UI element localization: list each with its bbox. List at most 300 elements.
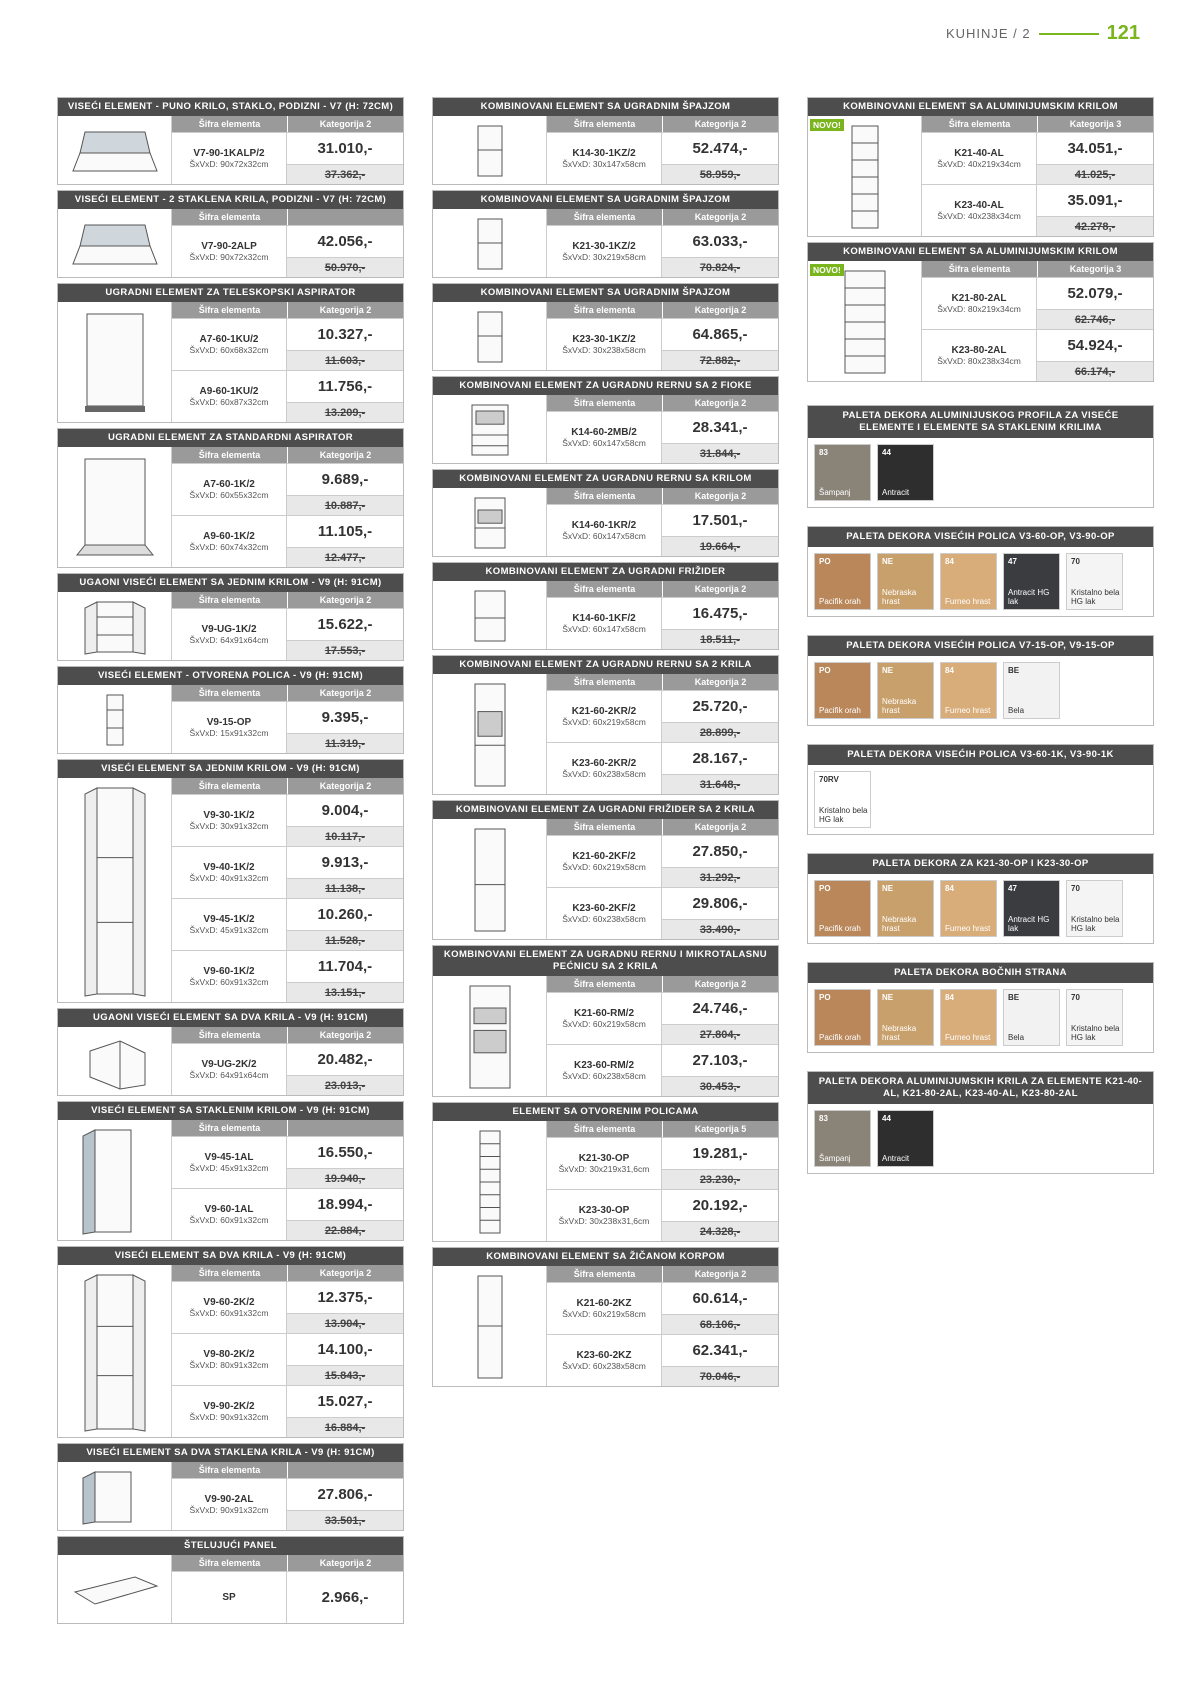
table-row	[547, 597, 778, 649]
price-table	[922, 116, 1153, 236]
product-image	[58, 116, 172, 184]
color-swatch[interactable]	[814, 1110, 871, 1167]
swatch-name: Kristalno bela HG lak	[1071, 1024, 1120, 1042]
header-category: Kategorija 2	[694, 305, 747, 315]
price-main: 52.474,-	[692, 140, 748, 157]
swatch-name: Pacifik orah	[819, 597, 861, 606]
product-dimensions: ŠxVxD: 30x147x58cm	[562, 159, 646, 169]
product-dimensions: ŠxVxD: 60x147x58cm	[562, 624, 646, 634]
header-code: Šifra elementa	[922, 261, 1038, 277]
product-image	[433, 819, 547, 939]
price-table	[547, 976, 778, 1096]
color-swatch[interactable]	[877, 1110, 934, 1167]
header-category: Kategorija 3	[1069, 119, 1122, 129]
new-badge: NOVO!	[810, 119, 844, 131]
price-table	[547, 674, 778, 794]
product-block	[57, 283, 404, 423]
product-image	[808, 116, 922, 236]
block-body	[58, 685, 403, 753]
product-code: K21-60-2KR/2	[571, 706, 637, 717]
product-dimensions: ŠxVxD: 30x91x32cm	[189, 821, 269, 831]
block-body	[58, 209, 403, 277]
price-cell	[287, 464, 403, 515]
color-swatch[interactable]	[877, 444, 934, 501]
price-old	[287, 930, 403, 950]
color-swatch[interactable]	[940, 553, 997, 610]
product-block	[432, 655, 779, 795]
price-table	[172, 1265, 403, 1437]
table-header	[547, 395, 778, 411]
price-old-value: 24.328,-	[699, 1225, 741, 1238]
price-table	[172, 592, 403, 660]
price-cell	[287, 702, 403, 753]
header-code: Šifra elementa	[172, 302, 288, 318]
price-old-value: 13.209,-	[324, 406, 366, 419]
product-block	[432, 190, 779, 278]
product-image	[58, 1462, 172, 1530]
block-title: ELEMENT SA OTVORENIM POLICAMA	[433, 1103, 778, 1121]
product-code: K23-60-RM/2	[573, 1060, 635, 1071]
block-body	[433, 302, 778, 370]
price-old-value: 50.970,-	[324, 261, 366, 274]
product-dimensions: ŠxVxD: 30x238x58cm	[562, 345, 646, 355]
header-category: Kategorija 2	[694, 1269, 747, 1279]
color-swatch[interactable]	[940, 989, 997, 1046]
table-row	[547, 1189, 778, 1241]
color-swatch[interactable]	[814, 989, 871, 1046]
price-cell	[287, 319, 403, 370]
product-dimensions: ŠxVxD: 30x238x31,6cm	[558, 1216, 650, 1226]
price-old	[287, 1510, 403, 1530]
table-header	[547, 1121, 778, 1137]
price-old	[287, 733, 403, 753]
product-code-cell	[547, 226, 662, 277]
table-row	[547, 1334, 778, 1386]
header-category: Kategorija 2	[694, 398, 747, 408]
product-code-cell	[922, 185, 1037, 236]
price-old	[662, 1221, 778, 1241]
product-dimensions: ŠxVxD: 60x74x32cm	[189, 542, 269, 552]
price-old	[662, 1076, 778, 1096]
color-swatch[interactable]	[1003, 662, 1060, 719]
price-old-value: 10.117,-	[325, 830, 365, 843]
price-main: 29.806,-	[692, 895, 748, 912]
header-category: Kategorija 2	[319, 1558, 372, 1568]
product-code-cell	[172, 847, 287, 898]
price-table	[172, 685, 403, 753]
price-main: 54.924,-	[1067, 337, 1123, 354]
table-row	[172, 898, 403, 950]
price-old	[287, 547, 403, 567]
price-cell	[662, 1335, 778, 1386]
color-swatch[interactable]	[814, 880, 871, 937]
price-old-value: 11.138,-	[325, 882, 365, 895]
product-block	[57, 1246, 404, 1438]
price-old	[662, 919, 778, 939]
swatch-name: Nebraska hrast	[882, 1024, 917, 1042]
product-code-cell	[547, 1335, 662, 1386]
product-code: V9-UG-2K/2	[201, 1059, 257, 1070]
price-old	[662, 1024, 778, 1044]
product-image	[58, 1027, 172, 1095]
product-block	[432, 945, 779, 1097]
price-cell	[287, 899, 403, 950]
color-swatch[interactable]	[1003, 880, 1060, 937]
table-header	[172, 778, 403, 794]
product-code: K14-60-1KR/2	[571, 520, 637, 531]
header-category: Kategorija 2	[319, 450, 372, 460]
product-dimensions: ŠxVxD: 45x91x32cm	[189, 925, 269, 935]
product-block	[57, 1101, 404, 1241]
table-row	[172, 370, 403, 422]
product-image	[58, 1120, 172, 1240]
block-body	[433, 1121, 778, 1241]
product-block	[432, 283, 779, 371]
price-main: 15.027,-	[317, 1393, 373, 1410]
swatch-code: 84	[945, 993, 954, 1002]
block-body	[433, 209, 778, 277]
palette-title: PALETA DEKORA VISEĆIH POLICA V3-60-1K, V3-90-1K	[808, 745, 1153, 765]
table-header	[172, 1555, 403, 1571]
product-code: SP	[222, 1592, 236, 1603]
price-old	[287, 1075, 403, 1095]
color-swatch[interactable]	[1003, 989, 1060, 1046]
product-code-cell	[547, 691, 662, 742]
price-cell	[287, 371, 403, 422]
price-cell	[287, 1334, 403, 1385]
table-row	[172, 1571, 403, 1623]
table-row	[547, 742, 778, 794]
table-row	[547, 690, 778, 742]
price-old	[287, 402, 403, 422]
table-header	[172, 116, 403, 132]
table-row	[172, 318, 403, 370]
price-cell	[287, 133, 403, 184]
product-code: V9-45-1K/2	[203, 914, 255, 925]
product-code-cell	[172, 516, 287, 567]
new-badge: NOVO!	[810, 264, 844, 276]
price-old	[287, 878, 403, 898]
product-code-cell	[172, 609, 287, 660]
product-block	[57, 190, 404, 278]
product-dimensions: ŠxVxD: 60x219x58cm	[562, 1019, 646, 1029]
product-dimensions: ŠxVxD: 64x91x64cm	[189, 1070, 269, 1080]
decor-palette	[807, 405, 1154, 508]
table-row	[172, 1281, 403, 1333]
product-block	[432, 469, 779, 557]
product-block	[432, 1102, 779, 1242]
swatch-code: 44	[882, 448, 891, 457]
product-code-cell	[172, 702, 287, 753]
product-code: V9-30-1K/2	[203, 810, 255, 821]
table-row	[547, 132, 778, 184]
color-swatch[interactable]	[940, 662, 997, 719]
block-title: VISEĆI ELEMENT SA DVA STAKLENA KRILA - V9 (H: 91CM)	[58, 1444, 403, 1462]
price-old	[1037, 164, 1153, 184]
color-swatch[interactable]	[877, 662, 934, 719]
product-code: V9-15-OP	[206, 717, 252, 728]
product-block	[432, 97, 779, 185]
product-dimensions: ŠxVxD: 60x91x32cm	[189, 1215, 269, 1225]
color-swatch[interactable]	[877, 553, 934, 610]
price-old	[662, 867, 778, 887]
product-code-cell	[547, 1138, 662, 1189]
product-code-cell	[547, 598, 662, 649]
decor-palette	[807, 744, 1154, 835]
color-swatch[interactable]	[1066, 880, 1123, 937]
price-main: 11.704,-	[317, 958, 373, 975]
block-body	[433, 116, 778, 184]
block-title: KOMBINOVANI ELEMENT ZA UGRADNU RERNU SA KRILOM	[433, 470, 778, 488]
price-cell	[662, 598, 778, 649]
palette-title: PALETA DEKORA ZA K21-30-OP I K23-30-OP	[808, 854, 1153, 874]
product-image	[58, 1265, 172, 1437]
block-title: KOMBINOVANI ELEMENT SA ALUMINIJUMSKIM KRILOM	[808, 98, 1153, 116]
product-image	[58, 209, 172, 277]
product-block	[57, 666, 404, 754]
price-old-value: 19.940,-	[324, 1172, 366, 1185]
swatch-name: Antracit HG lak	[1008, 588, 1050, 606]
product-block	[807, 242, 1154, 382]
swatch-name: Kristalno bela HG lak	[1071, 588, 1120, 606]
block-title: VISEĆI ELEMENT - 2 STAKLENA KRILA, PODIZNI - V7 (H: 72CM)	[58, 191, 403, 209]
price-old	[287, 164, 403, 184]
product-dimensions: ŠxVxD: 60x55x32cm	[189, 490, 269, 500]
swatch-grid	[808, 1104, 1153, 1173]
price-main: 9.395,-	[321, 709, 369, 726]
header-code: Šifra elementa	[547, 1121, 663, 1137]
table-header	[172, 302, 403, 318]
block-title: KOMBINOVANI ELEMENT SA UGRADNIM ŠPAJZOM	[433, 284, 778, 302]
block-body	[58, 1462, 403, 1530]
price-old-value: 70.046,-	[699, 1370, 741, 1383]
price-old	[287, 1417, 403, 1437]
header-category: Kategorija 2	[319, 595, 372, 605]
swatch-code: PO	[819, 557, 831, 566]
swatch-grid	[808, 656, 1153, 725]
table-row	[172, 1043, 403, 1095]
product-dimensions: ŠxVxD: 60x147x58cm	[562, 531, 646, 541]
block-title: UGRADNI ELEMENT ZA STANDARDNI ASPIRATOR	[58, 429, 403, 447]
block-body	[433, 674, 778, 794]
price-old-value: 30.453,-	[699, 1080, 741, 1093]
table-header	[172, 1265, 403, 1281]
price-cell	[662, 1190, 778, 1241]
header-code: Šifra elementa	[172, 1555, 288, 1571]
table-header	[172, 447, 403, 463]
table-header	[547, 209, 778, 225]
price-old-value: 11.603,-	[325, 354, 365, 367]
price-cell	[662, 888, 778, 939]
price-old-value: 31.648,-	[699, 778, 741, 791]
price-old	[662, 1366, 778, 1386]
header-category: Kategorija 2	[694, 212, 747, 222]
price-main: 34.051,-	[1067, 140, 1123, 157]
price-main: 27.850,-	[692, 843, 748, 860]
table-header	[547, 819, 778, 835]
product-dimensions: ŠxVxD: 60x68x32cm	[189, 345, 269, 355]
header-category: Kategorija 2	[694, 822, 747, 832]
price-old-value: 33.490,-	[699, 923, 741, 936]
product-dimensions: ŠxVxD: 30x219x31,6cm	[558, 1164, 650, 1174]
price-old-value: 66.174,-	[1074, 365, 1116, 378]
header-code: Šifra elementa	[172, 1120, 288, 1136]
product-image	[58, 1555, 172, 1623]
product-code: K23-30-1KZ/2	[572, 334, 636, 345]
price-table	[172, 116, 403, 184]
block-title: KOMBINOVANI ELEMENT ZA UGRADNI FRIŽIDER SA 2 KRILA	[433, 801, 778, 819]
price-old	[1037, 361, 1153, 381]
price-old	[662, 164, 778, 184]
product-code-cell	[547, 133, 662, 184]
color-swatch[interactable]	[1066, 553, 1123, 610]
product-code: K23-60-2KZ	[576, 1350, 632, 1361]
color-swatch[interactable]	[1003, 553, 1060, 610]
block-body	[808, 116, 1153, 236]
product-image	[58, 685, 172, 753]
price-table	[547, 819, 778, 939]
product-code: V9-80-2K/2	[203, 1349, 255, 1360]
product-image	[433, 302, 547, 370]
product-code: V7-90-1KALP/2	[193, 148, 265, 159]
price-old	[662, 443, 778, 463]
product-code: K23-80-2AL	[951, 345, 1007, 356]
table-header	[922, 261, 1153, 277]
product-code-cell	[172, 1282, 287, 1333]
block-body	[58, 447, 403, 567]
price-main: 9.689,-	[321, 471, 369, 488]
table-row	[172, 463, 403, 515]
price-main: 60.614,-	[692, 1290, 748, 1307]
header-category	[288, 1120, 403, 1136]
price-old-value: 28.899,-	[699, 726, 741, 739]
price-old-value: 19.664,-	[699, 540, 741, 553]
price-cell	[662, 226, 778, 277]
product-code: K14-60-1KF/2	[572, 613, 636, 624]
price-main: 9.004,-	[321, 802, 369, 819]
product-dimensions: ŠxVxD: 80x238x34cm	[937, 356, 1021, 366]
product-block	[57, 1443, 404, 1531]
product-block	[57, 573, 404, 661]
price-old	[1037, 309, 1153, 329]
price-cell	[1037, 185, 1153, 236]
product-code: V9-45-1AL	[204, 1152, 254, 1163]
header-category: Kategorija 2	[694, 119, 747, 129]
table-row	[172, 515, 403, 567]
product-code: A9-60-1K/2	[203, 531, 255, 542]
header-code: Šifra elementa	[547, 976, 663, 992]
header-code: Šifra elementa	[547, 395, 663, 411]
block-title: UGRADNI ELEMENT ZA TELESKOPSKI ASPIRATOR	[58, 284, 403, 302]
swatch-code: NE	[882, 666, 894, 675]
price-old-value: 13.904,-	[324, 1317, 366, 1330]
color-swatch[interactable]	[814, 662, 871, 719]
product-dimensions: ŠxVxD: 90x72x32cm	[189, 252, 269, 262]
price-old	[662, 1169, 778, 1189]
color-swatch[interactable]	[877, 880, 934, 937]
table-row	[172, 1333, 403, 1385]
color-swatch[interactable]	[940, 880, 997, 937]
block-body	[58, 778, 403, 1002]
price-table	[172, 302, 403, 422]
table-row	[172, 846, 403, 898]
block-title: KOMBINOVANI ELEMENT SA UGRADNIM ŠPAJZOM	[433, 98, 778, 116]
color-swatch[interactable]	[1066, 989, 1123, 1046]
price-old-value: 68.106,-	[699, 1318, 741, 1331]
color-swatch[interactable]	[814, 444, 871, 501]
product-image	[433, 1121, 547, 1241]
swatch-name: Nebraska hrast	[882, 697, 917, 715]
column-right	[807, 97, 1154, 1192]
table-header	[172, 209, 403, 225]
header-category	[288, 1462, 403, 1478]
price-table	[547, 302, 778, 370]
product-code-cell	[547, 412, 662, 463]
price-table	[172, 209, 403, 277]
block-body	[58, 1555, 403, 1623]
price-cell	[662, 1138, 778, 1189]
price-old-value: 10.887,-	[324, 499, 366, 512]
price-main: 9.913,-	[321, 854, 369, 871]
table-header	[172, 1462, 403, 1478]
table-row	[547, 1282, 778, 1334]
price-main: 15.622,-	[317, 616, 373, 633]
price-old-value: 37.362,-	[324, 168, 366, 181]
price-main: 42.056,-	[317, 233, 373, 250]
price-old	[287, 257, 403, 277]
swatch-name: Furneo hrast	[945, 706, 991, 715]
price-main: 2.966,-	[321, 1589, 369, 1606]
product-block	[57, 97, 404, 185]
price-main: 20.192,-	[692, 1197, 748, 1214]
header-code: Šifra elementa	[172, 1462, 288, 1478]
color-swatch[interactable]	[814, 771, 871, 828]
product-code-cell	[172, 1044, 287, 1095]
product-code-cell	[922, 133, 1037, 184]
header-code: Šifra elementa	[547, 302, 663, 318]
color-swatch[interactable]	[877, 989, 934, 1046]
product-code-cell	[172, 1137, 287, 1188]
price-cell	[662, 743, 778, 794]
block-title: KOMBINOVANI ELEMENT SA ŽIČANOM KORPOM	[433, 1248, 778, 1266]
price-cell	[287, 609, 403, 660]
price-cell	[1037, 330, 1153, 381]
block-title: VISEĆI ELEMENT - PUNO KRILO, STAKLO, PODIZNI - V7 (H: 72CM)	[58, 98, 403, 116]
swatch-name: Furneo hrast	[945, 597, 991, 606]
color-swatch[interactable]	[814, 553, 871, 610]
section-title: KUHINJE / 2	[945, 26, 1031, 41]
table-row	[547, 318, 778, 370]
price-table	[547, 116, 778, 184]
price-cell	[287, 951, 403, 1002]
product-code: K23-60-2KR/2	[571, 758, 637, 769]
product-code-cell	[172, 899, 287, 950]
price-main: 62.341,-	[692, 1342, 748, 1359]
price-old	[662, 1314, 778, 1334]
product-code-cell	[172, 226, 287, 277]
price-old	[287, 1313, 403, 1333]
product-block	[432, 800, 779, 940]
product-dimensions: ŠxVxD: 90x91x32cm	[189, 1412, 269, 1422]
swatch-code: 47	[1008, 884, 1017, 893]
product-code-cell	[172, 133, 287, 184]
page-header	[946, 22, 1140, 45]
product-dimensions: ŠxVxD: 60x87x32cm	[189, 397, 269, 407]
price-old-value: 42.278,-	[1074, 220, 1116, 233]
product-dimensions: ŠxVxD: 60x219x58cm	[562, 717, 646, 727]
product-block	[807, 97, 1154, 237]
header-category: Kategorija 2	[319, 1030, 372, 1040]
